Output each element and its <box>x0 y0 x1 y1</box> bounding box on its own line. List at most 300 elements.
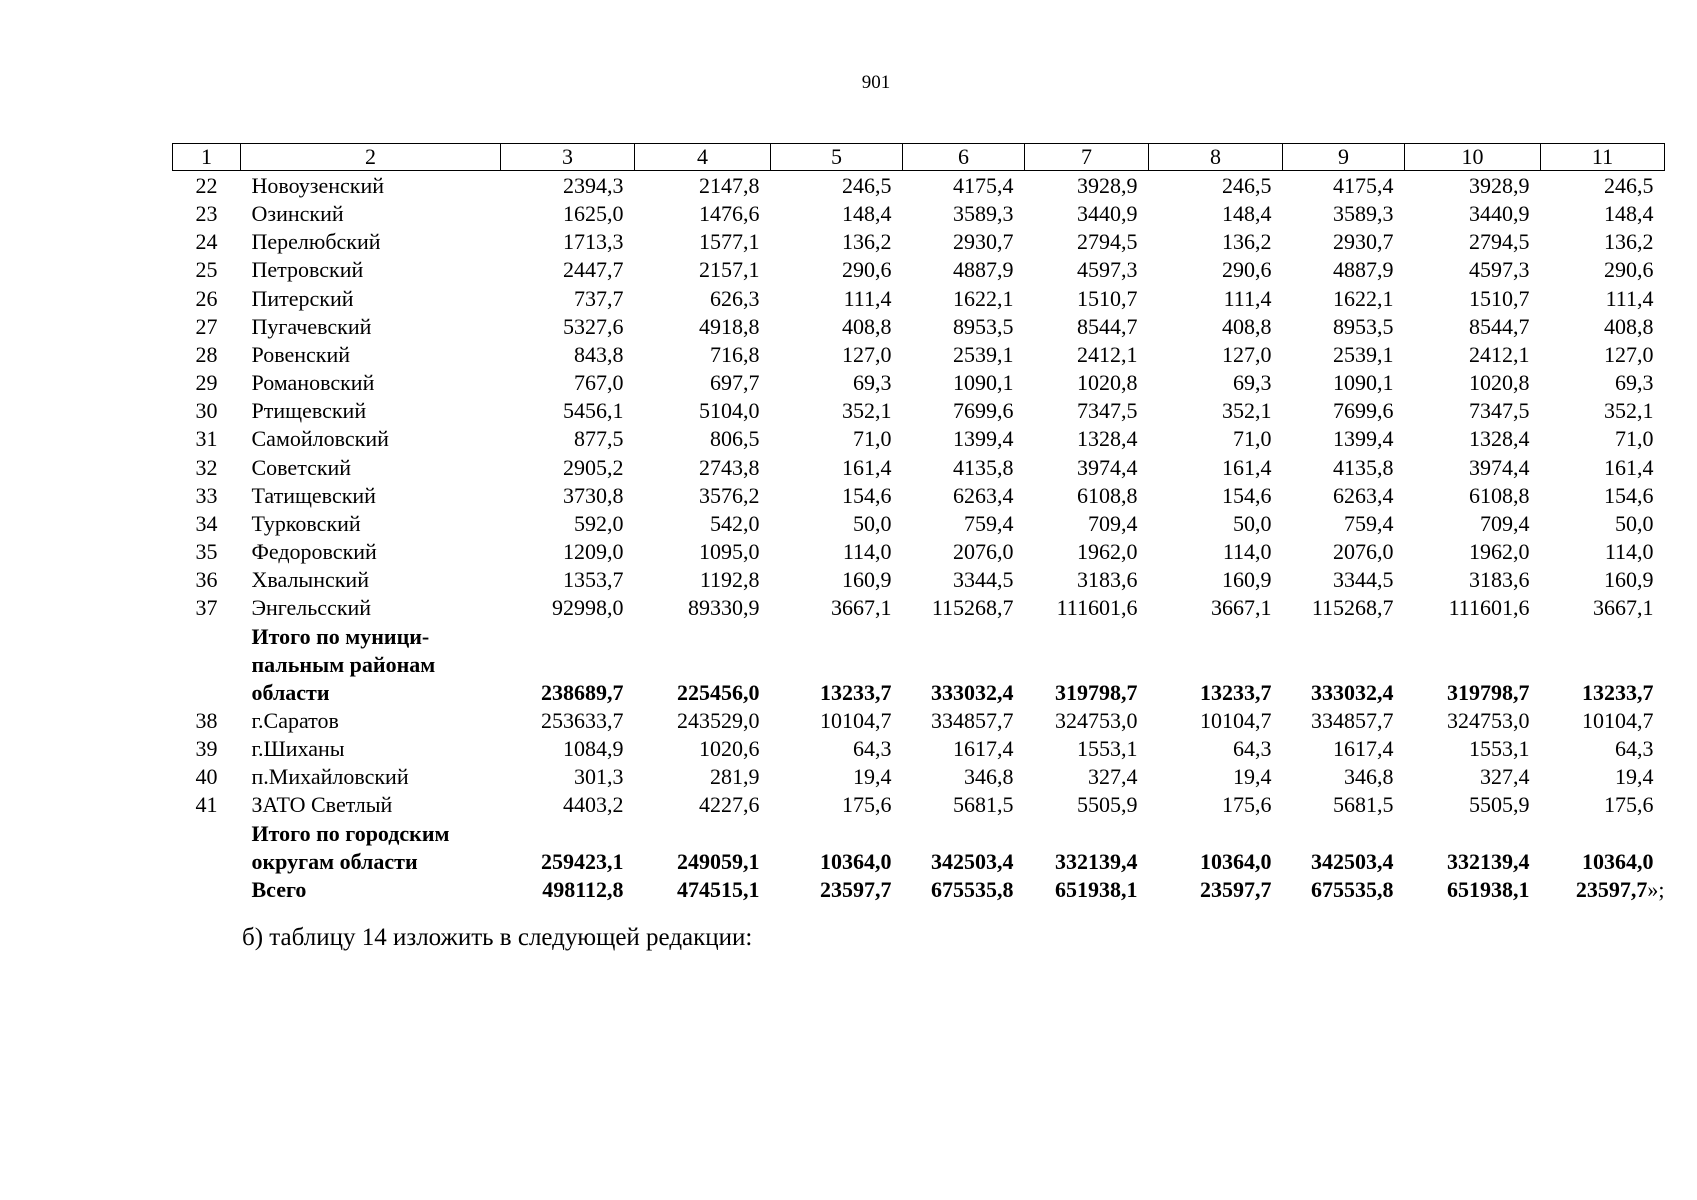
value-cell <box>903 285 1025 313</box>
value-text: 6108,8 <box>1469 482 1530 508</box>
value-text: 1553,1 <box>1077 736 1138 762</box>
value-text: 8544,7 <box>1077 313 1138 339</box>
value-cell <box>1149 820 1283 876</box>
value-text: 1020,8 <box>1077 370 1138 396</box>
value-cell <box>1405 735 1541 763</box>
value-text: 333032,4 <box>931 679 1014 705</box>
value-text: 10364,0 <box>1582 848 1654 874</box>
value-text: 127,0 <box>1604 341 1654 367</box>
value-cell <box>501 707 635 735</box>
value-cell <box>1149 369 1283 397</box>
value-text: 1617,4 <box>1333 736 1394 762</box>
value-text: 5505,9 <box>1077 792 1138 818</box>
value-text: 175,6 <box>1604 792 1654 818</box>
row-number: 37 <box>195 595 218 621</box>
value-cell <box>1405 594 1541 622</box>
value-text: 160,9 <box>842 567 892 593</box>
value-cell <box>903 876 1025 904</box>
value-text: 13233,7 <box>820 679 892 705</box>
value-text: 716,8 <box>710 341 760 367</box>
value-cell <box>1025 482 1149 510</box>
value-text: 626,3 <box>710 285 760 311</box>
value-cell <box>1149 454 1283 482</box>
district-name-line: Питерский <box>251 285 354 311</box>
value-cell <box>1283 200 1405 228</box>
district-name <box>241 454 501 482</box>
value-cell <box>771 482 903 510</box>
value-text: 7347,5 <box>1469 398 1530 424</box>
district-name-line: г.Саратов <box>251 707 339 733</box>
value-cell <box>903 369 1025 397</box>
value-cell <box>635 876 771 904</box>
value-cell <box>771 256 903 284</box>
value-cell <box>771 369 903 397</box>
table-row <box>173 228 1665 256</box>
value-text: 71,0 <box>1615 426 1654 452</box>
value-cell <box>1405 510 1541 538</box>
value-cell <box>501 200 635 228</box>
value-cell <box>1283 623 1405 707</box>
value-text: 3928,9 <box>1077 173 1138 198</box>
value-cell <box>1405 341 1541 369</box>
value-text: 19,4 <box>1233 764 1272 790</box>
column-header: 8 <box>1149 144 1283 171</box>
district-name-line: Ровенский <box>251 341 350 367</box>
value-text: 4597,3 <box>1469 257 1530 283</box>
value-text: 346,8 <box>964 764 1014 790</box>
value-cell <box>1541 707 1665 735</box>
value-text: 7699,6 <box>1333 398 1394 424</box>
value-text: 6263,4 <box>1333 482 1394 508</box>
value-text: 5104,0 <box>699 398 760 424</box>
value-cell <box>1283 228 1405 256</box>
value-text: 154,6 <box>1604 482 1654 508</box>
value-cell <box>635 369 771 397</box>
value-text: 71,0 <box>1233 426 1272 452</box>
value-text: 408,8 <box>842 313 892 339</box>
value-text: 64,3 <box>1233 736 1272 762</box>
value-text: 23597,7 <box>1200 876 1272 902</box>
value-cell <box>1149 763 1283 791</box>
district-name <box>241 876 501 904</box>
value-cell <box>903 510 1025 538</box>
value-text: 253633,7 <box>541 707 624 733</box>
district-name-line: Самойловский <box>251 426 389 452</box>
value-cell <box>501 397 635 425</box>
district-name <box>241 397 501 425</box>
value-cell <box>1149 876 1283 904</box>
value-text: 3667,1 <box>1593 595 1654 621</box>
district-name <box>241 791 501 819</box>
value-cell <box>1283 285 1405 313</box>
value-text: 225456,0 <box>677 679 760 705</box>
value-text: 319798,7 <box>1055 679 1138 705</box>
value-text: 2743,8 <box>699 454 760 480</box>
value-text: 13233,7 <box>1200 679 1272 705</box>
value-text: 3344,5 <box>953 567 1014 593</box>
district-name <box>241 425 501 453</box>
header-row <box>173 144 1665 171</box>
district-name <box>241 341 501 369</box>
value-text: 13233,7 <box>1582 679 1654 705</box>
value-cell <box>1283 341 1405 369</box>
table-row <box>173 369 1665 397</box>
total-row <box>173 820 1665 876</box>
value-cell <box>903 538 1025 566</box>
row-number: 23 <box>195 201 218 227</box>
value-cell <box>903 200 1025 228</box>
value-text: 2905,2 <box>563 454 624 480</box>
row-number: 40 <box>195 764 218 790</box>
column-header: 11 <box>1541 144 1665 171</box>
value-cell <box>501 763 635 791</box>
value-cell <box>501 820 635 876</box>
value-text: 3974,4 <box>1077 454 1138 480</box>
value-cell <box>501 171 635 201</box>
table-row <box>173 171 1665 201</box>
row-number: 28 <box>195 341 218 367</box>
value-text: 474515,1 <box>677 876 760 902</box>
value-cell <box>771 538 903 566</box>
value-text: 10364,0 <box>1200 848 1272 874</box>
value-text: 498112,8 <box>542 876 624 902</box>
column-header: 7 <box>1025 144 1149 171</box>
value-cell <box>1025 623 1149 707</box>
value-cell <box>1405 482 1541 510</box>
value-cell <box>1405 397 1541 425</box>
value-text: 3440,9 <box>1077 201 1138 227</box>
value-text: 161,4 <box>1604 454 1654 480</box>
value-text: 5681,5 <box>953 792 1014 818</box>
value-text: 4887,9 <box>953 257 1014 283</box>
value-cell <box>1149 313 1283 341</box>
value-text: 5681,5 <box>1333 792 1394 818</box>
district-name <box>241 566 501 594</box>
value-text: 327,4 <box>1088 764 1138 790</box>
district-name-line: ЗАТО Светлый <box>251 792 393 818</box>
value-text: 1353,7 <box>563 567 624 593</box>
value-cell <box>1025 510 1149 538</box>
value-text: 127,0 <box>1222 341 1272 367</box>
value-text: 154,6 <box>842 482 892 508</box>
value-text: 4403,2 <box>563 792 624 818</box>
value-cell <box>1025 285 1149 313</box>
value-text: 111,4 <box>1223 285 1272 311</box>
value-cell <box>501 482 635 510</box>
table-row <box>173 341 1665 369</box>
value-text: 327,4 <box>1480 764 1530 790</box>
value-cell <box>1149 791 1283 819</box>
value-cell <box>1025 876 1149 904</box>
value-text: 4887,9 <box>1333 257 1394 283</box>
value-cell <box>1541 763 1665 791</box>
row-number: 24 <box>195 229 218 255</box>
value-text: 8953,5 <box>1333 313 1394 339</box>
value-cell <box>501 594 635 622</box>
value-cell <box>771 228 903 256</box>
row-number: 22 <box>195 173 218 198</box>
value-cell <box>635 538 771 566</box>
district-name-line: Романовский <box>251 370 375 396</box>
value-text: 4135,8 <box>953 454 1014 480</box>
value-cell <box>635 566 771 594</box>
district-name-line: Пугачевский <box>251 313 372 339</box>
value-cell <box>1283 454 1405 482</box>
value-cell <box>1541 735 1665 763</box>
value-cell <box>1541 228 1665 256</box>
value-cell <box>771 425 903 453</box>
value-cell <box>1405 707 1541 735</box>
value-cell <box>771 707 903 735</box>
table-row <box>173 397 1665 425</box>
value-cell <box>1405 763 1541 791</box>
value-cell <box>1149 538 1283 566</box>
value-cell <box>635 482 771 510</box>
value-text: 7347,5 <box>1077 398 1138 424</box>
value-cell <box>903 313 1025 341</box>
value-cell <box>1025 313 1149 341</box>
value-text: 651938,1 <box>1447 876 1530 902</box>
district-name <box>241 623 501 707</box>
district-name-line: г.Шиханы <box>251 736 345 762</box>
value-cell <box>1283 566 1405 594</box>
value-cell <box>1025 341 1149 369</box>
table-row <box>173 735 1665 763</box>
district-name-line: п.Михайловский <box>251 764 409 790</box>
value-text: 10104,7 <box>820 707 892 733</box>
value-text: 148,4 <box>1222 201 1272 227</box>
value-text: 290,6 <box>1222 257 1272 283</box>
value-text: 290,6 <box>1604 257 1654 283</box>
value-cell <box>501 285 635 313</box>
value-text: 114,0 <box>842 539 892 565</box>
value-text: 651938,1 <box>1055 876 1138 902</box>
value-text: 1622,1 <box>953 285 1014 311</box>
value-cell <box>1025 707 1149 735</box>
district-name <box>241 707 501 735</box>
value-text: 2412,1 <box>1469 341 1530 367</box>
data-table <box>172 143 1665 904</box>
value-cell <box>903 820 1025 876</box>
value-text: 127,0 <box>842 341 892 367</box>
district-name-line: округам области <box>251 848 418 874</box>
value-cell <box>903 594 1025 622</box>
value-cell <box>1541 341 1665 369</box>
row-number: 31 <box>195 426 218 452</box>
value-text: 301,3 <box>574 764 624 790</box>
value-cell <box>771 791 903 819</box>
district-name <box>241 369 501 397</box>
value-text: 2157,1 <box>699 257 760 283</box>
value-cell <box>1149 228 1283 256</box>
value-cell <box>1541 454 1665 482</box>
row-number: 27 <box>195 313 218 339</box>
value-text: 697,7 <box>710 370 760 396</box>
value-cell <box>1405 171 1541 201</box>
value-cell <box>501 735 635 763</box>
value-cell <box>1283 313 1405 341</box>
value-text: 136,2 <box>1604 229 1654 255</box>
value-cell <box>771 313 903 341</box>
table-row <box>173 200 1665 228</box>
table-row <box>173 763 1665 791</box>
value-cell <box>1149 285 1283 313</box>
value-cell <box>1541 285 1665 313</box>
row-number: 33 <box>195 482 218 508</box>
value-text: 4135,8 <box>1333 454 1394 480</box>
value-text: 352,1 <box>1604 398 1654 424</box>
value-text: 249059,1 <box>677 848 760 874</box>
value-cell <box>771 171 903 201</box>
value-text: 408,8 <box>1604 313 1654 339</box>
value-cell <box>1149 566 1283 594</box>
value-text: 64,3 <box>853 736 892 762</box>
value-cell <box>1405 820 1541 876</box>
value-text: 319798,7 <box>1447 679 1530 705</box>
table-row <box>173 791 1665 819</box>
value-cell <box>1541 538 1665 566</box>
value-cell <box>771 454 903 482</box>
value-text: 64,3 <box>1615 736 1654 762</box>
value-text: 1095,0 <box>699 539 760 565</box>
value-text: 154,6 <box>1222 482 1272 508</box>
value-cell <box>903 341 1025 369</box>
value-text: 1090,1 <box>1333 370 1394 396</box>
district-name-line: Ртищевский <box>251 398 367 424</box>
district-name-line: Советский <box>251 454 352 480</box>
value-cell <box>501 228 635 256</box>
value-text: 69,3 <box>1615 370 1654 396</box>
table-row <box>173 594 1665 622</box>
value-cell <box>635 820 771 876</box>
value-text: 3440,9 <box>1469 201 1530 227</box>
district-name-line: Итого по муници- <box>251 623 430 649</box>
value-text: 3667,1 <box>831 595 892 621</box>
value-text: 3667,1 <box>1211 595 1272 621</box>
table-row <box>173 256 1665 284</box>
district-name <box>241 594 501 622</box>
district-name-line: Турковский <box>251 510 361 536</box>
value-cell <box>501 369 635 397</box>
value-text: 1962,0 <box>1077 539 1138 565</box>
value-text: 246,5 <box>1604 173 1654 198</box>
value-cell <box>1405 285 1541 313</box>
value-cell <box>1283 791 1405 819</box>
district-name <box>241 256 501 284</box>
value-cell <box>1405 623 1541 707</box>
value-text: 111,4 <box>1605 285 1654 311</box>
value-text: 542,0 <box>710 510 760 536</box>
value-cell <box>1149 425 1283 453</box>
value-cell <box>1149 707 1283 735</box>
value-cell <box>1541 369 1665 397</box>
value-text: 3730,8 <box>563 482 624 508</box>
value-cell <box>903 256 1025 284</box>
value-text: 290,6 <box>842 257 892 283</box>
row-number: 39 <box>195 736 218 762</box>
value-text: 1476,6 <box>699 201 760 227</box>
value-cell <box>771 876 903 904</box>
value-text: 246,5 <box>1222 173 1272 198</box>
value-cell <box>635 707 771 735</box>
value-cell <box>771 623 903 707</box>
value-cell <box>771 397 903 425</box>
district-name <box>241 313 501 341</box>
value-cell <box>1149 482 1283 510</box>
value-cell <box>771 566 903 594</box>
value-cell <box>1283 256 1405 284</box>
district-name <box>241 735 501 763</box>
district-name-line: Петровский <box>251 257 364 283</box>
value-text: 111601,6 <box>1056 595 1138 621</box>
column-header: 3 <box>501 144 635 171</box>
value-cell <box>501 876 635 904</box>
value-cell <box>771 341 903 369</box>
value-text: 2076,0 <box>953 539 1014 565</box>
value-text: 2539,1 <box>1333 341 1394 367</box>
column-header: 6 <box>903 144 1025 171</box>
row-number: 36 <box>195 567 218 593</box>
value-text: 1399,4 <box>1333 426 1394 452</box>
value-cell <box>635 285 771 313</box>
value-cell <box>1283 594 1405 622</box>
value-cell <box>501 566 635 594</box>
table-row <box>173 454 1665 482</box>
value-text: 161,4 <box>1222 454 1272 480</box>
instruction-text: б) таблицу 14 изложить в следующей редакции: <box>242 924 753 951</box>
value-text: 175,6 <box>1222 792 1272 818</box>
value-text: 5327,6 <box>563 313 624 339</box>
column-header: 4 <box>635 144 771 171</box>
value-text: 160,9 <box>1604 567 1654 593</box>
value-cell <box>1025 397 1149 425</box>
value-text: 50,0 <box>853 510 892 536</box>
value-text: 1192,8 <box>699 567 760 593</box>
value-text: 8544,7 <box>1469 313 1530 339</box>
value-cell <box>501 256 635 284</box>
total-row <box>173 623 1665 707</box>
district-name <box>241 200 501 228</box>
value-cell <box>501 425 635 453</box>
value-cell <box>1025 171 1149 201</box>
table-row <box>173 510 1665 538</box>
value-cell <box>1541 876 1665 904</box>
value-cell <box>1283 538 1405 566</box>
value-text: 1328,4 <box>1469 426 1530 452</box>
value-cell <box>1025 256 1149 284</box>
value-text: 709,4 <box>1480 510 1530 536</box>
value-text: 759,4 <box>1344 510 1394 536</box>
value-cell <box>1025 228 1149 256</box>
value-text: 10104,7 <box>1200 707 1272 733</box>
value-cell <box>1025 594 1149 622</box>
value-cell <box>1149 735 1283 763</box>
value-cell <box>1541 594 1665 622</box>
value-cell <box>635 454 771 482</box>
column-header: 2 <box>241 144 501 171</box>
value-text: 675535,8 <box>1311 876 1394 902</box>
district-name-line: Федоровский <box>251 539 377 565</box>
value-cell <box>635 171 771 201</box>
value-cell <box>1405 538 1541 566</box>
value-cell <box>635 791 771 819</box>
value-text: 23597,7 <box>1575 876 1648 902</box>
value-text: 2076,0 <box>1333 539 1394 565</box>
value-cell <box>1541 566 1665 594</box>
value-text: 408,8 <box>1222 313 1272 339</box>
column-header: 5 <box>771 144 903 171</box>
value-text: 4175,4 <box>953 173 1014 198</box>
